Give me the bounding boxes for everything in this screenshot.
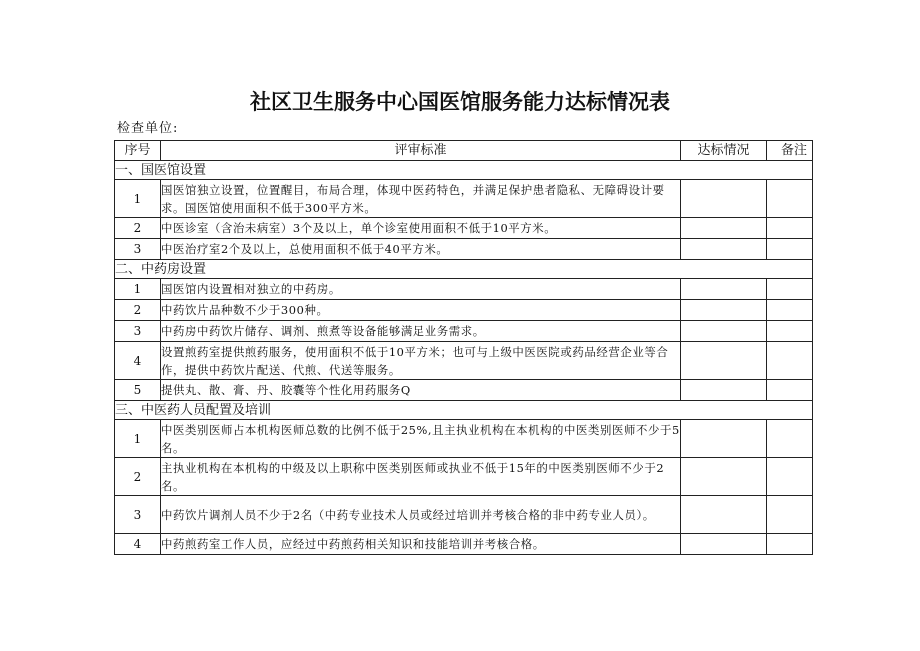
row-note-cell[interactable] <box>767 420 813 458</box>
table-row <box>115 279 813 300</box>
row-number: 5 <box>115 380 161 401</box>
row-status-cell[interactable] <box>681 496 767 534</box>
table-row <box>115 380 813 401</box>
table-row <box>115 458 813 496</box>
row-number: 4 <box>115 534 161 555</box>
row-criteria: 国医馆内设置相对独立的中药房。 <box>161 279 681 300</box>
table-row <box>115 300 813 321</box>
table-row <box>115 534 813 555</box>
section-row <box>115 401 813 420</box>
inspection-unit-label: 检查单位: <box>117 121 179 136</box>
row-status-cell[interactable] <box>681 458 767 496</box>
row-note-cell[interactable] <box>767 239 813 260</box>
row-number: 1 <box>115 420 161 458</box>
row-criteria: 中医治疗室2个及以上，总使用面积不低于40平方米。 <box>161 239 681 260</box>
row-criteria: 设置煎药室提供煎药服务，使用面积不低于10平方米；也可与上级中医医院或药品经营企业等合作，提供中药饮片配送、代煎、代送等服务。 <box>161 342 681 380</box>
row-status-cell[interactable] <box>681 534 767 555</box>
row-criteria: 国医馆独立设置，位置醒目，布局合理，体现中医药特色，并满足保护患者隐私、无障碍设计要求。国医馆使用面积不低于300平方米。 <box>161 180 681 218</box>
row-status-cell[interactable] <box>681 321 767 342</box>
row-status-cell[interactable] <box>681 380 767 401</box>
row-note-cell[interactable] <box>767 458 813 496</box>
row-number: 2 <box>115 458 161 496</box>
page-title: 社区卫生服务中心国医馆服务能力达标情况表 <box>250 90 670 114</box>
row-number: 4 <box>115 342 161 380</box>
row-note-cell[interactable] <box>767 496 813 534</box>
row-number: 3 <box>115 496 161 534</box>
row-status-cell[interactable] <box>681 239 767 260</box>
row-number: 2 <box>115 300 161 321</box>
table-row <box>115 239 813 260</box>
section-row <box>115 260 813 279</box>
row-note-cell[interactable] <box>767 218 813 239</box>
row-criteria: 中医类别医师占本机构医师总数的比例不低于25%,且主执业机构在本机构的中医类别医师不少于5名。 <box>161 420 681 458</box>
section-title: 二、中药房设置 <box>115 260 813 279</box>
row-number: 1 <box>115 180 161 218</box>
row-number: 2 <box>115 218 161 239</box>
row-criteria: 中药饮片调剂人员不少于2名（中药专业技术人员或经过培训并考核合格的非中药专业人员）。 <box>161 496 681 534</box>
row-status-cell[interactable] <box>681 218 767 239</box>
table-row <box>115 342 813 380</box>
row-note-cell[interactable] <box>767 342 813 380</box>
row-status-cell[interactable] <box>681 342 767 380</box>
row-status-cell[interactable] <box>681 300 767 321</box>
section-title: 三、中医药人员配置及培训 <box>115 401 813 420</box>
row-criteria: 中药房中药饮片储存、调剂、煎煮等设备能够满足业务需求。 <box>161 321 681 342</box>
row-status-cell[interactable] <box>681 420 767 458</box>
row-note-cell[interactable] <box>767 321 813 342</box>
table-row <box>115 496 813 534</box>
row-criteria: 主执业机构在本机构的中级及以上职称中医类别医师或执业不低于15年的中医类别医师不少于2名。 <box>161 458 681 496</box>
row-status-cell[interactable] <box>681 180 767 218</box>
table-row <box>115 218 813 239</box>
row-number: 3 <box>115 321 161 342</box>
header-note: 备注 <box>767 141 813 161</box>
row-note-cell[interactable] <box>767 534 813 555</box>
section-row <box>115 161 813 180</box>
row-note-cell[interactable] <box>767 279 813 300</box>
row-criteria: 中药饮片品种数不少于300种。 <box>161 300 681 321</box>
header-criteria: 评审标准 <box>161 141 681 161</box>
row-number: 3 <box>115 239 161 260</box>
row-status-cell[interactable] <box>681 279 767 300</box>
table-row <box>115 321 813 342</box>
row-note-cell[interactable] <box>767 180 813 218</box>
row-number: 1 <box>115 279 161 300</box>
row-criteria: 中医诊室（含治未病室）3个及以上，单个诊室使用面积不低于10平方米。 <box>161 218 681 239</box>
section-title: 一、国医馆设置 <box>115 161 813 180</box>
row-note-cell[interactable] <box>767 300 813 321</box>
table-row <box>115 420 813 458</box>
table-header-row <box>115 141 813 161</box>
criteria-table <box>114 140 813 555</box>
row-criteria: 中药煎药室工作人员，应经过中药煎药相关知识和技能培训并考核合格。 <box>161 534 681 555</box>
row-note-cell[interactable] <box>767 380 813 401</box>
header-no: 序号 <box>115 141 161 161</box>
table-row <box>115 180 813 218</box>
row-criteria: 提供丸、散、膏、丹、胶囊等个性化用药服务Q <box>161 380 681 401</box>
header-status: 达标情况 <box>681 141 767 161</box>
